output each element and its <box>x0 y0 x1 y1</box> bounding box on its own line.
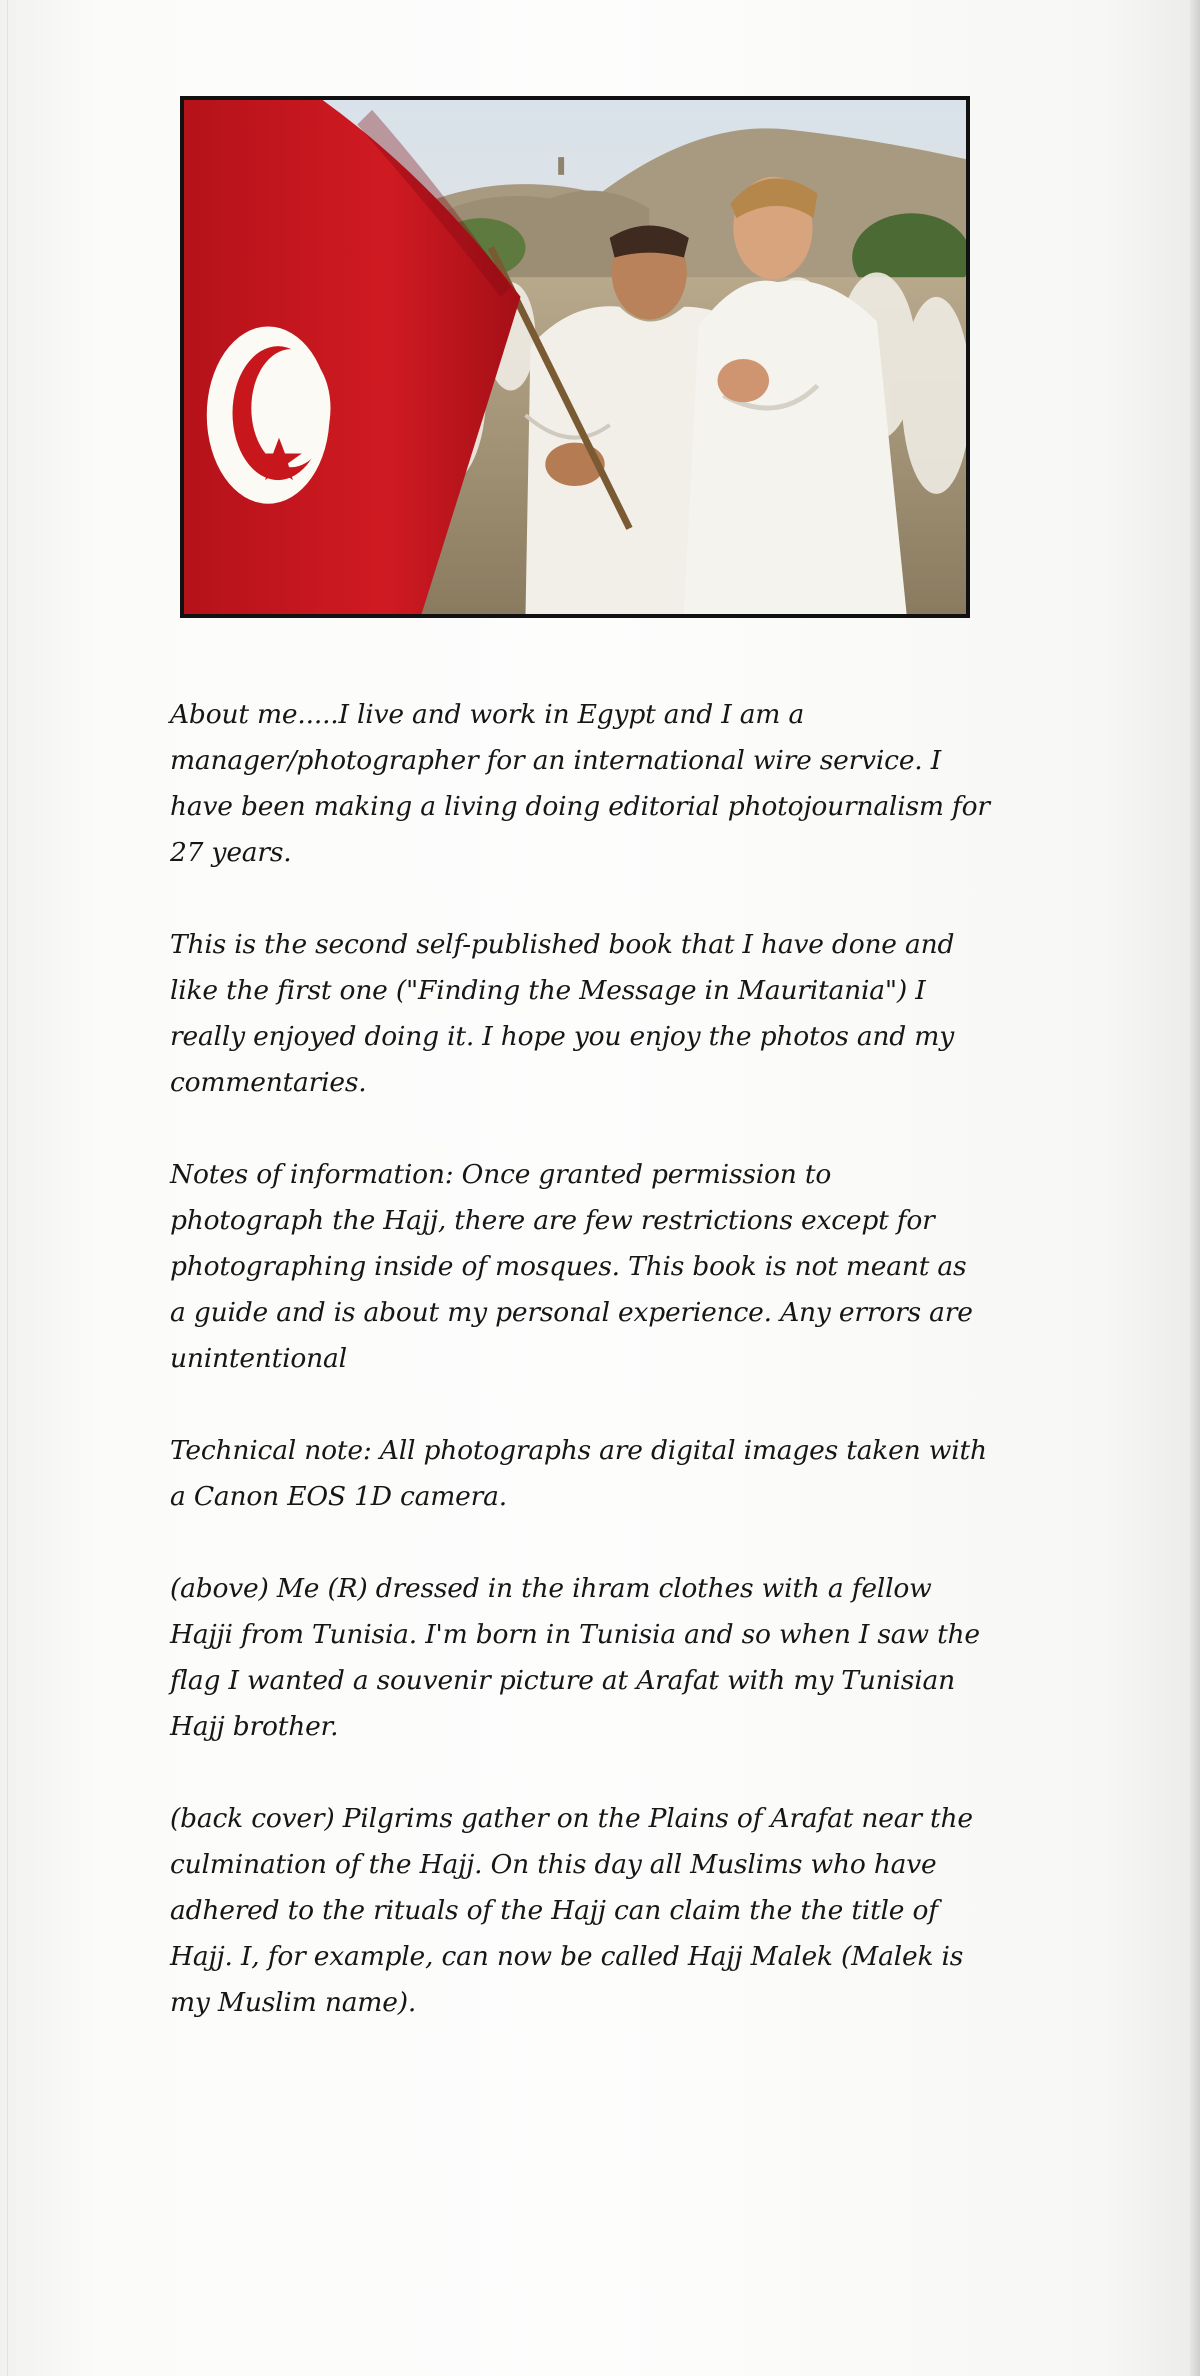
tunisian-flag-photo <box>180 96 970 618</box>
photo-illustration <box>184 100 966 614</box>
about-me-paragraph: About me.....I live and work in Egypt and I am a manager/photographer for an international wire service. I have been making a living doing editorial photojournalism for 27 years. <box>170 699 990 868</box>
second-book-paragraph: This is the second self-published book that I have done and like the first one ("Finding the Message in Mauritania") I really enjoyed doing it. I hope you enjoy the photos and my commentaries. <box>170 929 955 1098</box>
margin-line <box>7 0 8 2376</box>
about-author-text <box>170 692 990 2072</box>
notes-of-information-paragraph: Notes of information: Once granted permission to photograph the Hajj, there are few restrictions except for photographing inside of mosques. This book is not meant as a guide and is about my personal experience. Any errors are unintentional <box>170 1159 973 1374</box>
back-cover-caption-paragraph: (back cover) Pilgrims gather on the Plains of Arafat near the culmination of the Hajj. On this day all Muslims who have adhered to the rituals of the Hajj can claim the the title of Hajj. I, for example, can now be called Hajj Malek (Malek is my Muslim name). <box>170 1803 973 2018</box>
page-edge <box>1190 0 1200 2376</box>
above-caption-paragraph: (above) Me (R) dressed in the ihram clothes with a fellow Hajji from Tunisia. I'm born in Tunisia and so when I saw the flag I wanted a souvenir picture at Arafat with my Tunisian Hajj brother. <box>170 1573 980 1742</box>
technical-note-paragraph: Technical note: All photographs are digital images taken with a Canon EOS 1D camera. <box>170 1435 987 1512</box>
